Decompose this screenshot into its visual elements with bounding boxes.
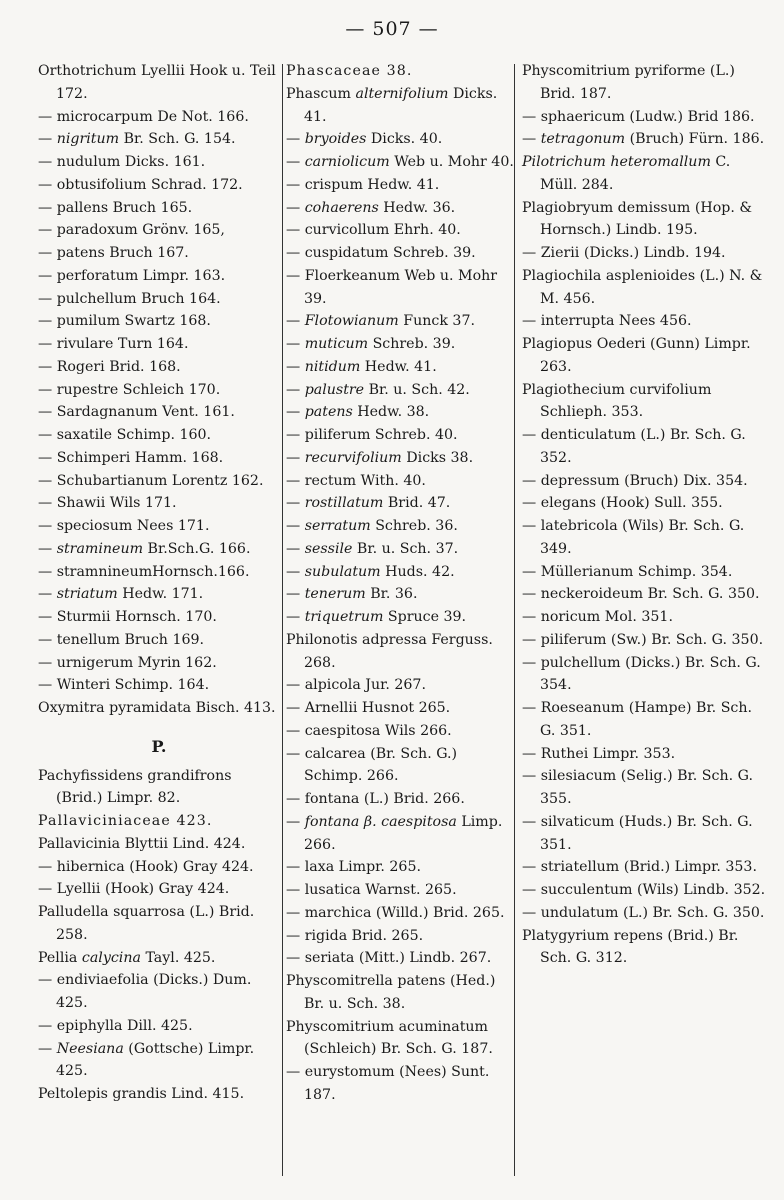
index-entry: — fontana (L.) Brid. 266.	[286, 791, 465, 807]
index-entry: — bryoides Dicks. 40.	[286, 131, 443, 148]
index-entry: — paradoxum Grönv. 165,	[38, 222, 225, 239]
index-entry: — fontana β. caespitosa Limp. 266.	[286, 813, 503, 853]
index-entry: — endiviaefolia (Dicks.) Dum. 425.	[38, 972, 252, 1011]
column-divider	[282, 64, 283, 1176]
index-entry: Pachyfissidens grandifrons (Brid.) Limpr. 82.	[38, 767, 232, 807]
italic-term: nitidum	[304, 358, 361, 375]
index-entry: — Shawii Wils 171.	[38, 495, 177, 512]
index-entry: — perforatum Limpr. 163.	[38, 267, 226, 284]
italic-term: cohaerens	[304, 199, 379, 216]
italic-term: Pilotrichum heteromallum	[522, 154, 711, 170]
index-entry: — recurvifolium Dicks 38.	[286, 449, 474, 466]
index-entry: Platygyrium repens (Brid.) Br. Sch. G. 312.	[522, 927, 739, 967]
index-entry: — Lyellii (Hook) Gray 424.	[38, 881, 230, 898]
index-entry: — subulatum Huds. 42.	[286, 563, 455, 580]
index-entry: Plagiochila asplenioides (L.) N. & M. 456.	[522, 267, 763, 307]
index-entry: — silesiacum (Selig.) Br. Sch. G. 355.	[522, 768, 753, 807]
index-entry: — tetragonum (Bruch) Fürn. 186.	[522, 131, 765, 148]
index-entry: — obtusifolium Schrad. 172.	[38, 176, 243, 193]
index-entry: — striatellum (Brid.) Limpr. 353.	[522, 859, 757, 876]
index-entry: Phascaceae 38.	[286, 63, 413, 79]
index-entry: — rigida Brid. 265.	[286, 927, 424, 944]
index-entry: — Schubartianum Lorentz 162.	[38, 472, 264, 489]
index-column-3	[522, 60, 766, 970]
index-column-1	[38, 60, 280, 1106]
index-entry: — pulchellum Bruch 164.	[38, 290, 221, 307]
index-entry: — calcarea (Br. Sch. G.) Schimp. 266.	[286, 745, 458, 785]
index-entry: — eurystomum (Nees) Sunt. 187.	[286, 1064, 490, 1103]
index-entry: — stramnineumHornsch.166.	[38, 563, 250, 580]
index-entry: — cohaerens Hedw. 36.	[286, 199, 456, 216]
index-entry: — caespitosa Wils 266.	[286, 722, 452, 739]
italic-term: fontana β. caespitosa	[304, 813, 457, 830]
index-entry: — Rogeri Brid. 168.	[38, 358, 181, 375]
index-entry: — pulchellum (Dicks.) Br. Sch. G. 354.	[522, 654, 761, 694]
index-entry: — sessile Br. u. Sch. 37.	[286, 540, 459, 557]
index-entry: — Neesiana (Gottsche) Limpr. 425.	[38, 1040, 255, 1080]
italic-term: triquetrum	[304, 609, 384, 625]
italic-term: patens	[304, 404, 353, 421]
index-entry: — succulentum (Wils) Lindb. 352.	[522, 882, 766, 898]
index-entry: — nitidum Hedw. 41.	[286, 358, 437, 375]
index-entry: — elegans (Hook) Sull. 355.	[522, 495, 723, 512]
index-entry: — Flotowianum Funck 37.	[286, 313, 475, 330]
index-entry: — tenerum Br. 36.	[286, 586, 418, 603]
index-entry: — Arnellii Husnot 265.	[286, 700, 451, 716]
index-entry: — seriata (Mitt.) Lindb. 267.	[286, 950, 492, 967]
index-entry: — serratum Schreb. 36.	[286, 518, 458, 534]
page-number: — 507 —	[345, 18, 439, 40]
section-letter: P.	[151, 736, 167, 756]
index-entry: — pallens Bruch 165.	[38, 199, 193, 216]
index-entry: — epiphylla Dill. 425.	[38, 1017, 193, 1034]
index-entry: — carniolicum Web u. Mohr 40.	[286, 154, 514, 170]
italic-term: alternifolium	[355, 85, 449, 102]
italic-term: rostillatum	[304, 495, 384, 512]
index-entry: — rectum With. 40.	[286, 472, 426, 489]
italic-term: tetragonum	[540, 131, 626, 148]
index-entry: — Sardagnanum Vent. 161.	[38, 404, 235, 421]
index-entry: — nudulum Dicks. 161.	[38, 154, 206, 170]
italic-term: palustre	[304, 381, 365, 398]
index-entry: — marchica (Willd.) Brid. 265.	[286, 904, 505, 921]
index-entry: — sphaericum (Ludw.) Brid 186.	[522, 108, 755, 125]
index-entry: — curvicollum Ehrh. 40.	[286, 222, 461, 239]
italic-term: bryoides	[304, 131, 367, 148]
index-entry: — patens Bruch 167.	[38, 245, 189, 261]
index-entry: Philonotis adpressa Ferguss. 268.	[286, 631, 493, 671]
index-entry: Peltolepis grandis Lind. 415.	[38, 1086, 245, 1102]
index-entry: — triquetrum Spruce 39.	[286, 609, 467, 625]
index-entry: — alpicola Jur. 267.	[286, 677, 426, 694]
index-entry: Orthotrichum Lyellii Hook u. Teil 172.	[38, 63, 276, 102]
index-entry: — interrupta Nees 456.	[522, 313, 692, 330]
italic-term: muticum	[304, 336, 369, 352]
index-entry: — rivulare Turn 164.	[38, 336, 189, 352]
index-entry: — lusatica Warnst. 265.	[286, 882, 457, 898]
index-entry: — laxa Limpr. 265.	[286, 859, 421, 876]
italic-term: carniolicum	[304, 154, 390, 170]
index-entry: — silvaticum (Huds.) Br. Sch. G. 351.	[522, 813, 753, 853]
index-entry: — denticulatum (L.) Br. Sch. G. 352.	[522, 427, 746, 466]
index-entry: — crispum Hedw. 41.	[286, 176, 440, 193]
index-entry: — muticum Schreb. 39.	[286, 336, 456, 352]
index-entry: Oxymitra pyramidata Bisch. 413.	[38, 700, 276, 716]
index-entry: — patens Hedw. 38.	[286, 404, 430, 421]
index-column-2	[286, 60, 514, 1107]
index-entry: — microcarpum De Not. 166.	[38, 108, 249, 125]
index-entry: Plagiothecium curvifolium Schlieph. 353.	[522, 381, 712, 421]
column-divider	[514, 64, 515, 1176]
index-entry: — piliferum (Sw.) Br. Sch. G. 350.	[522, 631, 764, 648]
index-entry: — undulatum (L.) Br. Sch. G. 350.	[522, 904, 765, 921]
index-entry: — noricum Mol. 351.	[522, 609, 673, 625]
italic-term: tenerum	[304, 586, 366, 603]
index-entry: Physcomitrium pyriforme (L.) Brid. 187.	[522, 63, 735, 102]
index-entry: Pallavicinia Blyttii Lind. 424.	[38, 835, 246, 852]
index-entry: Phascum alternifolium Dicks. 41.	[286, 85, 498, 125]
index-entry: Pilotrichum heteromallum C. Müll. 284.	[522, 154, 731, 193]
italic-term: nigritum	[56, 131, 120, 148]
index-entry: — speciosum Nees 171.	[38, 518, 210, 534]
index-entry: Physcomitrella patens (Hed.) Br. u. Sch. 38.	[286, 973, 496, 1012]
index-entry: — Ruthei Limpr. 353.	[522, 745, 676, 762]
italic-term: serratum	[304, 518, 371, 534]
index-entry: — cuspidatum Schreb. 39.	[286, 245, 476, 261]
italic-term: recurvifolium	[304, 449, 402, 466]
index-entry: — pumilum Swartz 168.	[38, 313, 211, 330]
index-entry: — Zierii (Dicks.) Lindb. 194.	[522, 245, 726, 261]
italic-term: Flotowianum	[304, 313, 399, 330]
index-entry: — rostillatum Brid. 47.	[286, 495, 451, 512]
index-entry: Physcomitrium acuminatum (Schleich) Br. Sch. G. 187.	[286, 1018, 493, 1058]
index-entry: — depressum (Bruch) Dix. 354.	[522, 472, 748, 489]
index-entry: — neckeroideum Br. Sch. G. 350.	[522, 586, 760, 603]
italic-term: subulatum	[304, 563, 381, 580]
index-entry: Pellia calycina Tayl. 425.	[38, 949, 216, 966]
index-entry: Palludella squarrosa (L.) Brid. 258.	[38, 904, 255, 943]
index-entry: — rupestre Schleich 170.	[38, 381, 221, 398]
index-entry: — nigritum Br. Sch. G. 154.	[38, 131, 236, 148]
index-entry: — Roeseanum (Hampe) Br. Sch. G. 351.	[522, 700, 753, 739]
index-entry: Pallaviciniaceae 423.	[38, 813, 213, 829]
italic-term: calycina	[81, 949, 141, 966]
index-entry: — stramineum Br.Sch.G. 166.	[38, 540, 251, 557]
index-entry: Plagiopus Oederi (Gunn) Limpr. 263.	[522, 336, 751, 375]
italic-term: Neesiana	[56, 1040, 124, 1057]
index-entry: Plagiobryum demissum (Hop. & Hornsch.) Lindb. 195.	[522, 199, 752, 239]
index-entry: — piliferum Schreb. 40.	[286, 427, 458, 443]
italic-term: stramineum	[56, 540, 144, 557]
italic-term: striatum	[56, 586, 118, 603]
index-entry: — latebricola (Wils) Br. Sch. G. 349.	[522, 518, 745, 557]
index-entry: — saxatile Schimp. 160.	[38, 427, 212, 443]
index-entry: — palustre Br. u. Sch. 42.	[286, 381, 470, 398]
index-entry: — hibernica (Hook) Gray 424.	[38, 858, 254, 875]
index-entry: — Müllerianum Schimp. 354.	[522, 563, 733, 580]
index-entry: — urnigerum Myrin 162.	[38, 654, 217, 671]
index-entry: — Winteri Schimp. 164.	[38, 677, 210, 694]
index-entry: — Floerkeanum Web u. Mohr 39.	[286, 267, 498, 307]
index-entry: — tenellum Bruch 169.	[38, 631, 205, 648]
index-entry: — striatum Hedw. 171.	[38, 586, 204, 603]
italic-term: sessile	[304, 540, 353, 557]
index-entry: — Sturmii Hornsch. 170.	[38, 609, 217, 625]
index-entry: — Schimperi Hamm. 168.	[38, 449, 224, 466]
